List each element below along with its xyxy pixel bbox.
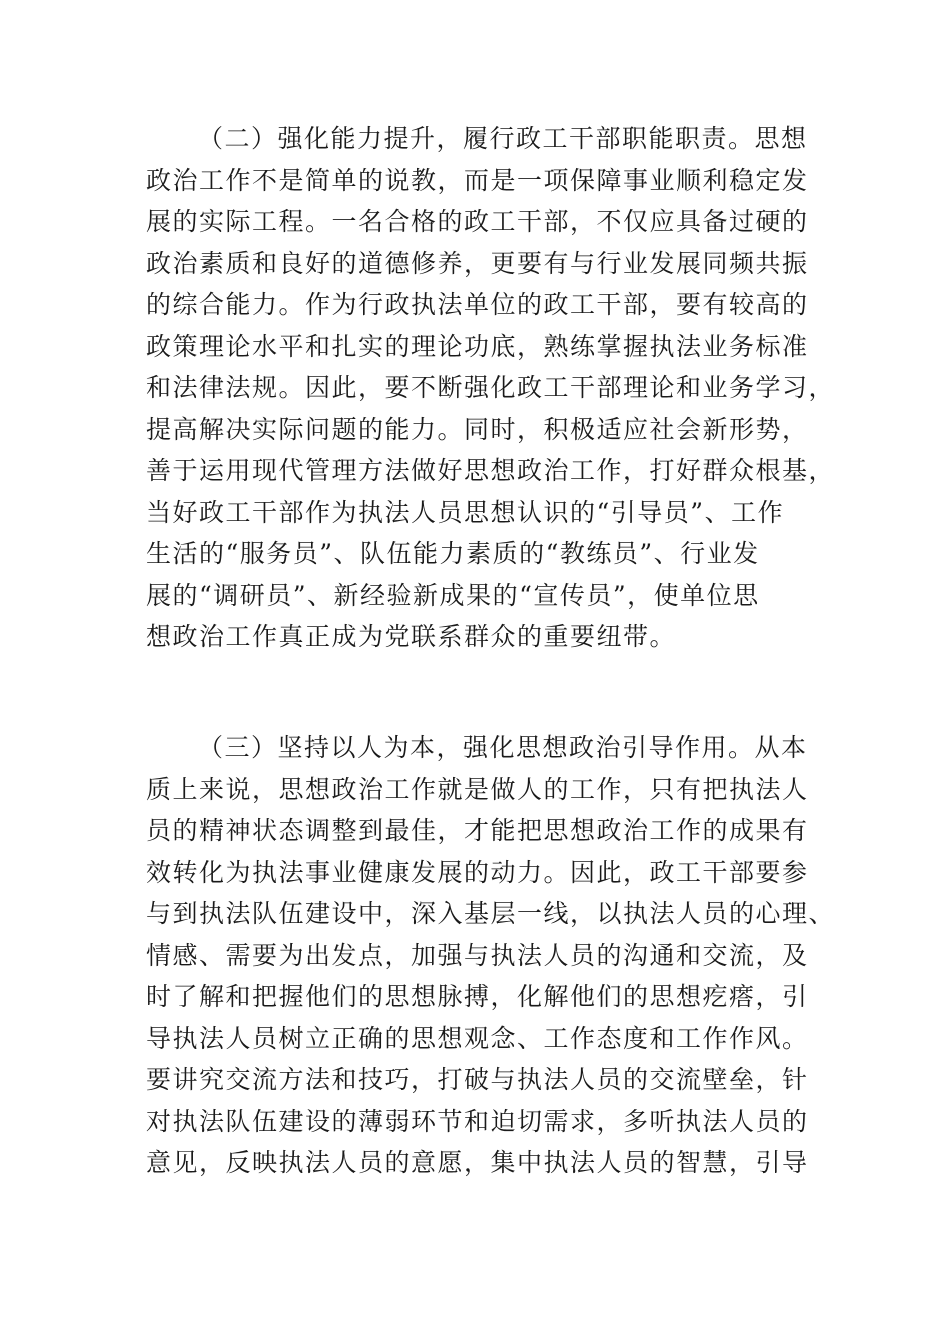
text-line: 政治工作不是简单的说教，而是一项保障事业顺利稳定发 (146, 165, 809, 195)
text-line: 时了解和把握他们的思想脉搏，化解他们的思想疙瘩，引 (146, 982, 809, 1011)
text-line: 质上来说，思想政治工作就是做人的工作，只有把执法人 (146, 774, 809, 804)
text-line: 政治素质和良好的道德修养，更要有与行业发展同频共振 (146, 248, 809, 278)
text-line: 和法律法规。因此，要不断强化政工干部理论和业务学习， (146, 373, 836, 402)
text-line: （二）强化能力提升，履行政工干部职能职责。思想 (198, 124, 808, 153)
text-line: 的综合能力。作为行政执法单位的政工干部，要有较高的 (146, 290, 809, 319)
text-line: 生活的“服务员”、队伍能力素质的“教练员”、行业发 (146, 539, 760, 568)
text-line: 政策理论水平和扎实的理论功底，熟练掌握执法业务标准 (146, 331, 809, 361)
text-line: 善于运用现代管理方法做好思想政治工作，打好群众根基， (146, 456, 836, 485)
text-line: 与到执法队伍建设中，深入基层一线，以执法人员的心理、 (146, 899, 836, 928)
text-line: （三）坚持以人为本，强化思想政治引导作用。从本 (198, 733, 808, 762)
text-line: 要讲究交流方法和技巧，打破与执法人员的交流壁垒，针 (146, 1065, 809, 1094)
text-line: 对执法队伍建设的薄弱环节和迫切需求，多听执法人员的 (146, 1106, 809, 1136)
text-line: 提高解决实际问题的能力。同时，积极适应社会新形势， (146, 414, 809, 444)
paragraph-section-3 (146, 727, 836, 1184)
text-line: 效转化为执法事业健康发展的动力。因此，政工干部要参 (146, 857, 809, 887)
paragraph-section-2 (146, 118, 836, 658)
text-line: 员的精神状态调整到最佳，才能把思想政治工作的成果有 (146, 816, 809, 845)
text-line: 情感、需要为出发点，加强与执法人员的沟通和交流，及 (146, 940, 809, 970)
text-line: 想政治工作真正成为党联系群众的重要纽带。 (146, 622, 677, 651)
text-line: 导执法人员树立正确的思想观念、工作态度和工作作风。 (146, 1023, 809, 1053)
text-line: 意见，反映执法人员的意愿，集中执法人员的智慧，引导 (146, 1148, 809, 1177)
text-line: 展的“调研员”、新经验新成果的“宣传员”，使单位思 (146, 580, 760, 610)
text-line: 当好政工干部作为执法人员思想认识的“引导员”、工作 (146, 497, 785, 527)
text-line: 展的实际工程。一名合格的政工干部，不仅应具备过硬的 (146, 207, 809, 236)
